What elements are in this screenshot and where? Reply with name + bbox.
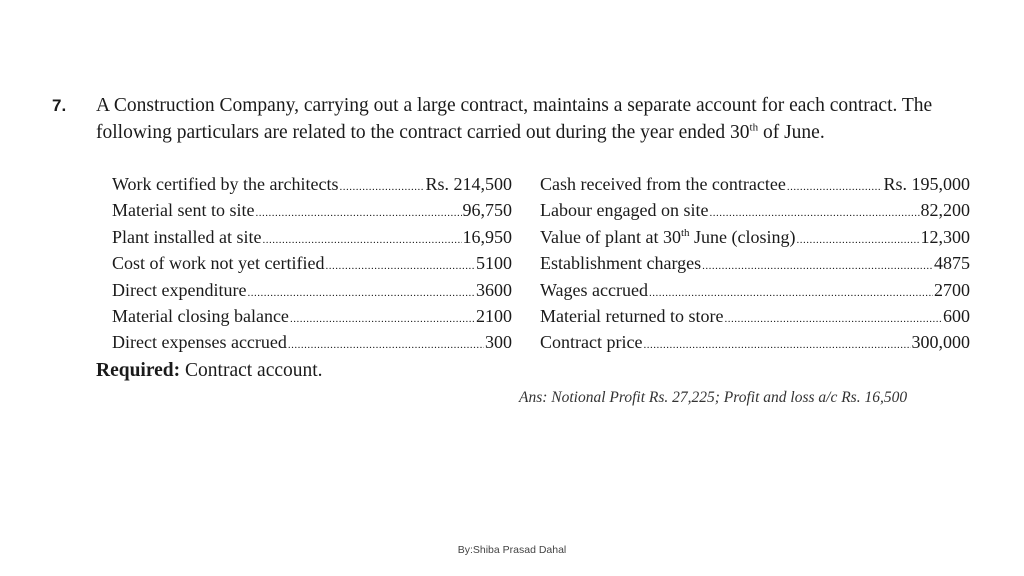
item-value: 3600: [476, 279, 512, 300]
item-label-main: Value of plant at 30: [540, 226, 681, 247]
answer-note: Ans: Notional Profit Rs. 27,225; Profit and loss a/c Rs. 16,500: [519, 389, 908, 406]
dot-leader: [290, 313, 475, 325]
list-item: [112, 174, 512, 200]
item-label: Establishment charges: [540, 253, 702, 274]
dot-leader: [247, 287, 475, 299]
item-label: Material closing balance: [112, 305, 289, 326]
list-item: [540, 200, 970, 226]
item-value: 2100: [476, 305, 512, 326]
dot-leader: [643, 339, 910, 351]
item-value: 600: [943, 305, 970, 326]
dot-leader: [339, 181, 424, 193]
list-item: [112, 332, 512, 358]
dot-leader: [702, 260, 933, 272]
item-label: [540, 227, 796, 248]
list-item: [112, 306, 512, 332]
list-item: [112, 200, 512, 226]
question-number: 7.: [52, 96, 67, 115]
required-label: Required:: [96, 360, 181, 381]
item-value: 300: [485, 332, 512, 353]
question-text-main: A Construction Company, carrying out a large contract, maintains a separate account for each contract. The following particulars are related to the contract carried out during the year ended 30: [96, 95, 933, 143]
list-item: [112, 253, 512, 279]
item-label: Material returned to store: [540, 305, 724, 326]
item-value: 12,300: [920, 226, 970, 247]
item-label: Direct expenses accrued: [112, 332, 287, 353]
footer-credit: By:Shiba Prasad Dahal: [457, 544, 567, 556]
item-value: 82,200: [920, 200, 970, 221]
item-value: 5100: [476, 253, 512, 274]
item-value: 2700: [934, 279, 970, 300]
item-label: Labour engaged on site: [540, 200, 709, 221]
dot-leader: [724, 313, 942, 325]
item-label: Cost of work not yet certified: [112, 253, 325, 274]
list-item: [112, 227, 512, 253]
dot-leader: [255, 207, 461, 219]
dot-leader: [262, 234, 461, 246]
list-item: [540, 306, 970, 332]
required-line: [96, 360, 323, 382]
item-label: Cash received from the contractee: [540, 174, 786, 194]
dot-leader: [649, 287, 933, 299]
item-label: Direct expenditure: [112, 279, 247, 300]
required-text: Contract account.: [180, 360, 323, 381]
list-item: [112, 280, 512, 306]
item-label: Work certified by the architects: [112, 174, 339, 194]
item-value: 16,950: [462, 226, 512, 247]
dot-leader: [709, 207, 919, 219]
item-label: Wages accrued: [540, 279, 648, 300]
particulars-left-column: [112, 174, 512, 359]
dot-leader: [325, 260, 475, 272]
dot-leader: [787, 181, 883, 193]
list-item: [540, 332, 970, 358]
dot-leader: [797, 234, 920, 246]
item-label: Plant installed at site: [112, 226, 262, 247]
item-value: Rs. 214,500: [425, 174, 512, 194]
item-label-sup: th: [680, 226, 690, 239]
list-item: [540, 280, 970, 306]
question-text-end: of June.: [758, 121, 825, 143]
item-value: 4875: [934, 253, 970, 274]
question-text: [96, 93, 976, 146]
question-text-sup: th: [749, 121, 759, 133]
item-value: Rs. 195,000: [883, 174, 970, 194]
dot-leader: [288, 339, 484, 351]
item-label: Material sent to site: [112, 200, 255, 221]
item-label: Contract price: [540, 332, 643, 353]
item-value: 96,750: [462, 200, 512, 221]
particulars-right-column: [540, 174, 970, 359]
list-item: [540, 174, 970, 200]
item-label-end: June (closing): [689, 226, 796, 247]
item-value: 300,000: [911, 332, 970, 353]
list-item: [540, 227, 970, 253]
list-item: [540, 253, 970, 279]
